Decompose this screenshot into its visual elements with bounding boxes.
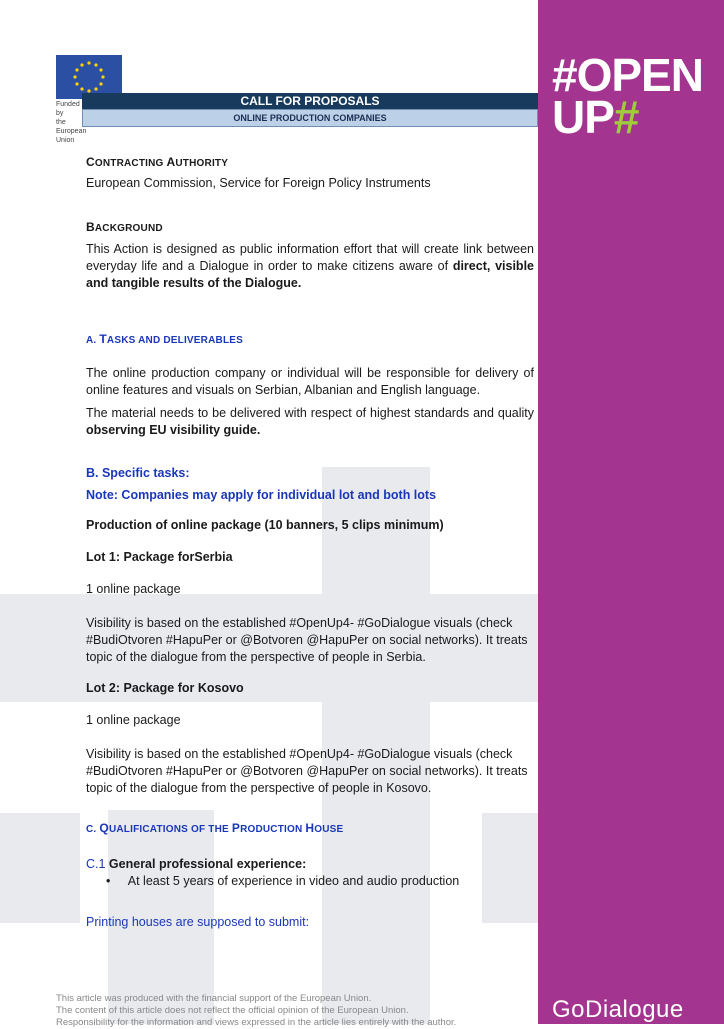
godialogue-brand: GoDialogue	[552, 996, 684, 1023]
section-b-heading: B. Specific tasks:	[86, 466, 190, 480]
section-b-note: Note: Companies may apply for individual lot and both lots	[86, 488, 437, 502]
lot-2-title: Lot 2: Package for Kosovo	[86, 681, 244, 695]
document-title: CALL FOR PROPOSALS	[82, 93, 538, 109]
section-a-heading: A. TASKS AND DELIVERABLES	[86, 332, 243, 346]
lot-2-description: Visibility is based on the established #OpenUp4- #GoDialogue visuals (check #BudiOtvoren #HapuPer or @Botvoren @HapuPer on social networks). It treats topic of the dialogue from the perspective of people in Kosovo.	[86, 747, 528, 795]
contracting-text: European Commission, Service for Foreign Policy Instruments	[86, 176, 431, 190]
printing-note: Printing houses are supposed to submit:	[86, 915, 310, 929]
section-c-heading: C. QUALIFICATIONS OF THE PRODUCTION HOUSE	[86, 821, 344, 835]
lot-2-package: 1 online package	[86, 713, 181, 727]
background-text: This Action is designed as public information effort that will create link between everyday life and a Dialogue in order to make citizens aware of direct, visible and tangible results of the Dialogue.	[86, 242, 534, 290]
openup4-logo	[552, 49, 703, 143]
section-a-paragraph-2: The material needs to be delivered with respect of highest standards and quality observing EU visibility guide.	[86, 406, 534, 437]
section-a-paragraph-1: The online production company or individual will be responsible for delivery of online features and visuals on Serbian, Albanian and English language.	[86, 366, 534, 397]
package-title: Production of online package (10 banners, 5 clips minimum)	[86, 518, 444, 532]
lot-1-description: Visibility is based on the established #OpenUp4- #GoDialogue visuals (check #BudiOtvoren #HapuPer or @Botvoren @HapuPer on social networks). It treats topic of the dialogue from the perspective of people in Serbia.	[86, 616, 528, 664]
background-heading: BACKGROUND	[86, 220, 163, 234]
footer-disclaimer: This article was produced with the financial support of the European Union. The content of this article does not reflect the official opinion of the European Union. Responsibility for the information and views expressed in the article lies entirely with the author.	[56, 993, 457, 1028]
logo-hash-icon: #	[613, 91, 639, 143]
c1-heading: C.1 General professional experience:	[86, 857, 307, 871]
background-hash-bar-h2	[0, 813, 80, 923]
logo-line-2: UP#	[552, 91, 639, 143]
brand-sidebar	[538, 0, 724, 1024]
document-subtitle: ONLINE PRODUCTION COMPANIES	[82, 109, 538, 127]
bullet-icon: •	[106, 874, 111, 888]
lot-1-package: 1 online package	[86, 582, 181, 596]
lot-1-title: Lot 1: Package forSerbia	[86, 550, 233, 564]
contracting-heading: CONTRACTING AUTHORITY	[86, 155, 229, 169]
c1-bullet-item: • At least 5 years of experience in video and audio production	[106, 874, 460, 888]
logo-line-1: #OPEN	[552, 49, 703, 101]
eu-funding-caption: Funded by the European Union	[56, 101, 87, 144]
